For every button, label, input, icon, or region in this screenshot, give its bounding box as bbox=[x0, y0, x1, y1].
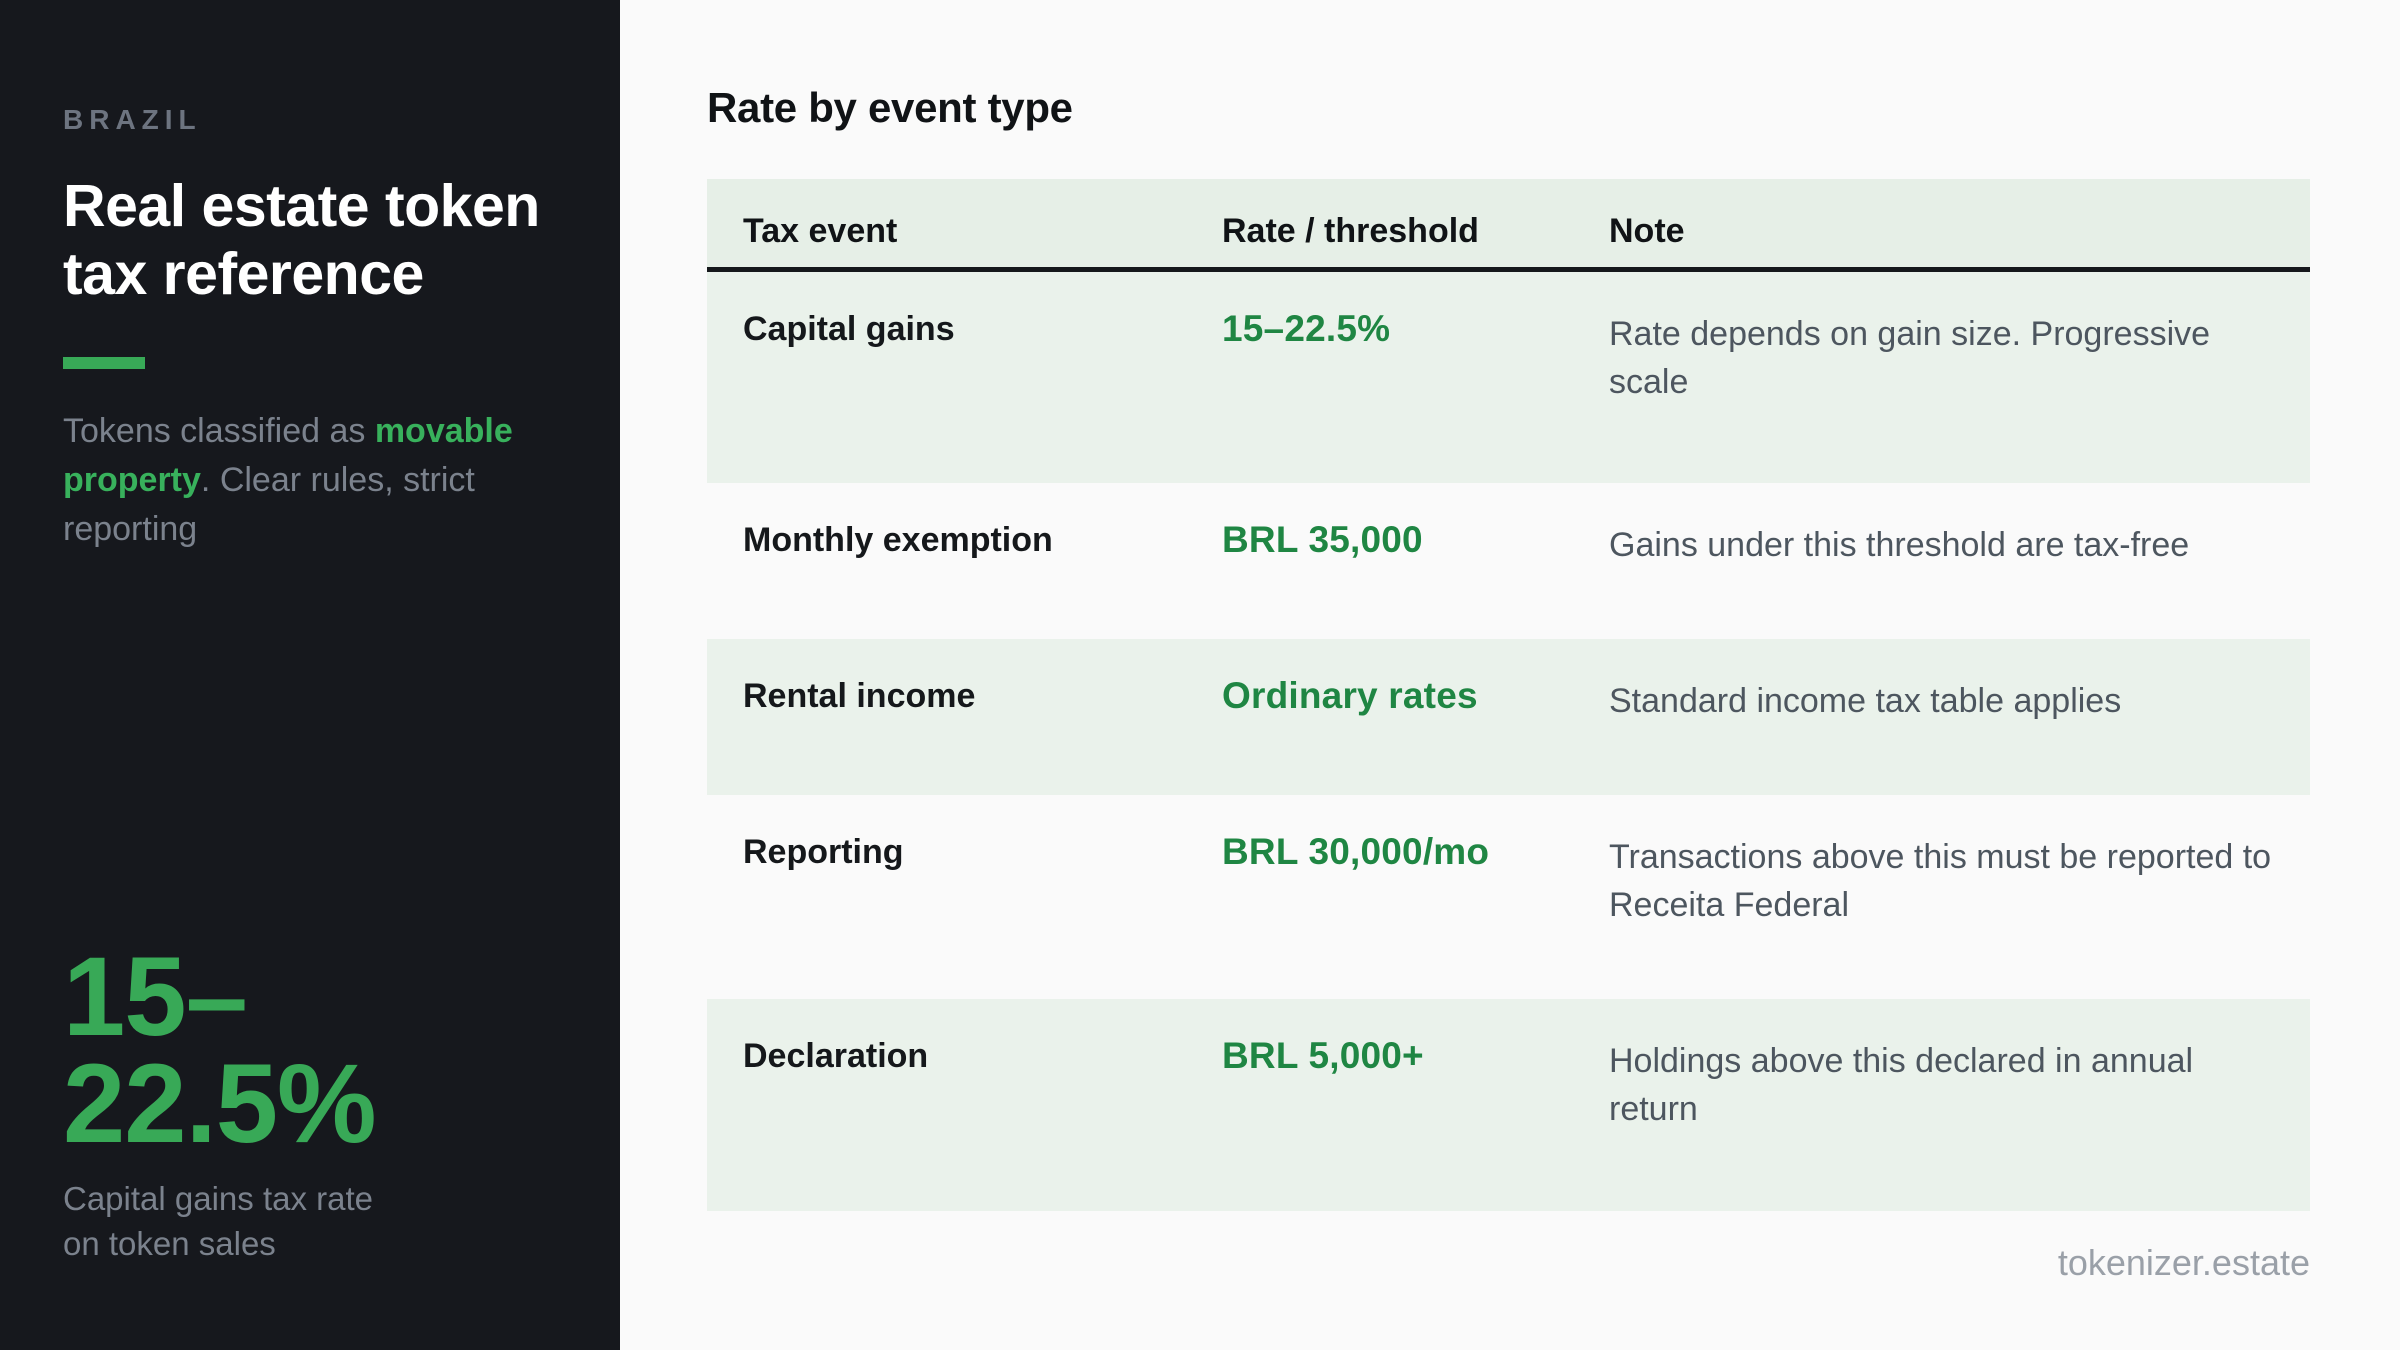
main-content bbox=[620, 0, 2400, 1350]
table-header-row bbox=[707, 179, 2310, 272]
description-highlight: movable property bbox=[63, 411, 513, 499]
table-row-monthly-exemption bbox=[707, 483, 2310, 639]
key-stat bbox=[63, 934, 403, 1267]
description-pre: Tokens classified as bbox=[63, 411, 375, 450]
cell-note: Holdings above this declared in annual return bbox=[1609, 1042, 2194, 1129]
column-header-note: Note bbox=[1609, 212, 1685, 250]
stat-caption: Capital gains tax rate on token sales bbox=[63, 1180, 374, 1263]
cell-rate-threshold: BRL 5,000+ bbox=[1222, 1035, 1424, 1076]
cell-rate-threshold: 15–22.5% bbox=[1222, 308, 1391, 349]
cell-note: Standard income tax table applies bbox=[1609, 682, 2122, 720]
stat-value-line-1: 15– bbox=[63, 934, 247, 1060]
description-post: . Clear rules, strict reporting bbox=[63, 460, 475, 548]
cell-tax-event: Rental income bbox=[743, 677, 976, 715]
sidebar bbox=[0, 0, 620, 1350]
cell-tax-event: Reporting bbox=[743, 833, 904, 871]
cell-note: Transactions above this must be reported to Receita Federal bbox=[1609, 838, 2272, 925]
cell-tax-event: Capital gains bbox=[743, 310, 955, 348]
cell-note: Rate depends on gain size. Progressive scale bbox=[1609, 315, 2211, 402]
column-header-rate-threshold: Rate / threshold bbox=[1222, 212, 1479, 250]
cell-rate-threshold: Ordinary rates bbox=[1222, 675, 1478, 716]
table-row-declaration bbox=[707, 999, 2310, 1211]
cell-tax-event: Declaration bbox=[743, 1037, 929, 1075]
stat-value-line-2: 22.5% bbox=[63, 1040, 376, 1166]
page-title: Real estate token tax reference bbox=[63, 173, 540, 308]
accent-underline bbox=[63, 357, 145, 369]
table-row-rental-income bbox=[707, 639, 2310, 795]
rate-table bbox=[707, 179, 2310, 1211]
cell-rate-threshold: BRL 30,000/mo bbox=[1222, 831, 1490, 872]
table-row-capital-gains bbox=[707, 272, 2310, 483]
table-row-reporting bbox=[707, 795, 2310, 999]
section-title: Rate by event type bbox=[707, 84, 1073, 131]
country-label: BRAZIL bbox=[63, 104, 202, 135]
cell-note: Gains under this threshold are tax-free bbox=[1609, 526, 2190, 564]
stat-value bbox=[63, 934, 403, 1166]
description bbox=[63, 407, 553, 554]
column-header-tax-event: Tax event bbox=[743, 212, 898, 250]
cell-rate-threshold: BRL 35,000 bbox=[1222, 519, 1423, 560]
cell-tax-event: Monthly exemption bbox=[743, 521, 1053, 559]
footer-brand: tokenizer.estate bbox=[2057, 1242, 2310, 1283]
